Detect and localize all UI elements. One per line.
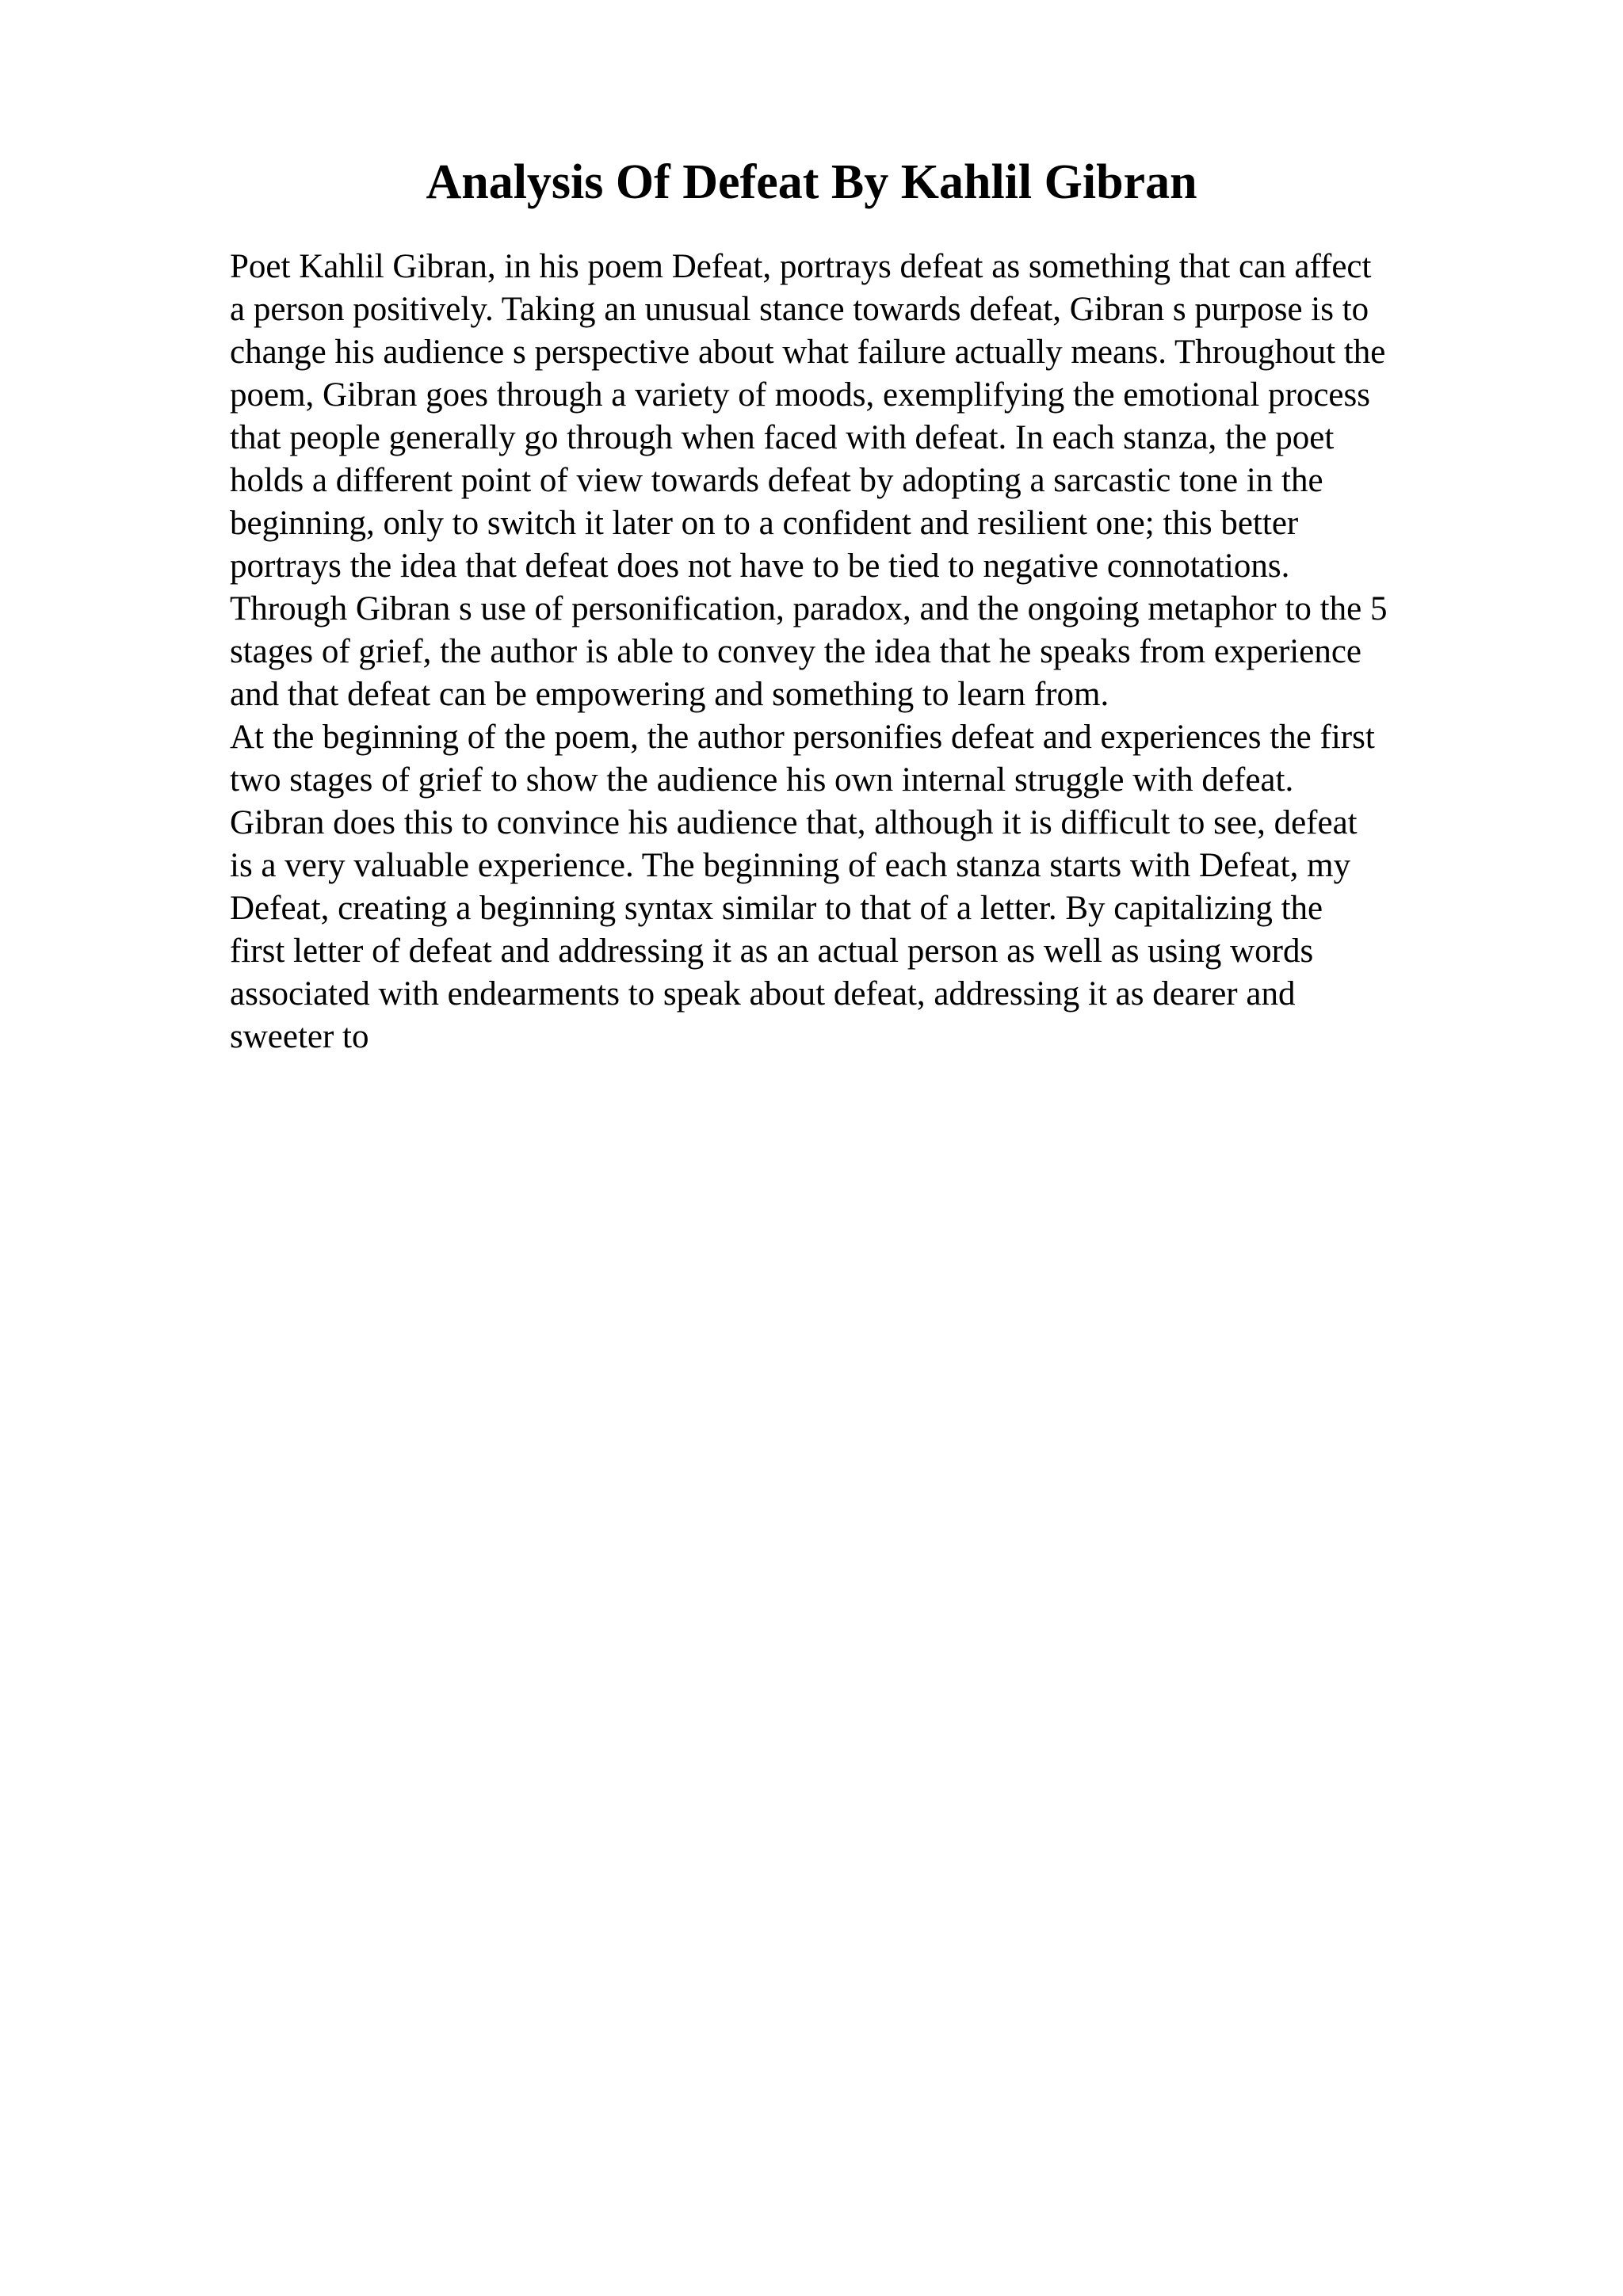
body-line: poem, Gibran goes through a variety of moods, exemplifying the emotional process	[230, 376, 1370, 414]
body-line: Gibran does this to convince his audience that, although it is difficult to see, defeat	[230, 804, 1358, 841]
body-line: beginning, only to switch it later on to a confident and resilient one; this better	[230, 505, 1299, 542]
body-line: first letter of defeat and addressing it as an actual person as well as using words	[230, 933, 1314, 970]
body-line: and that defeat can be empowering and something to learn from.	[230, 676, 1109, 713]
body-line: Defeat, creating a beginning syntax similar to that of a letter. By capitalizing the	[230, 890, 1323, 927]
body-line: portrays the idea that defeat does not have to be tied to negative connotations.	[230, 547, 1290, 585]
body-line: sweeter to	[230, 1018, 369, 1055]
body-line: change his audience s perspective about what failure actually means. Throughout the	[230, 334, 1386, 371]
document-title: Analysis Of Defeat By Kahlil Gibran	[426, 155, 1197, 209]
body-line: stages of grief, the author is able to convey the idea that he speaks from experience	[230, 633, 1362, 670]
document-body	[230, 246, 1514, 1058]
body-line: is a very valuable experience. The beginning of each stanza starts with Defeat, my	[230, 847, 1351, 884]
body-line: Poet Kahlil Gibran, in his poem Defeat, portrays defeat as something that can affect	[230, 248, 1372, 285]
body-line: that people generally go through when faced with defeat. In each stanza, the poet	[230, 419, 1335, 456]
body-line: At the beginning of the poem, the author personifies defeat and experiences the first	[230, 719, 1375, 756]
body-line: Through Gibran s use of personification, paradox, and the ongoing metaphor to the 5	[230, 590, 1388, 627]
body-line: a person positively. Taking an unusual stance towards defeat, Gibran s purpose is to	[230, 291, 1369, 328]
body-line: associated with endearments to speak about defeat, addressing it as dearer and	[230, 975, 1296, 1013]
body-line: holds a different point of view towards defeat by adopting a sarcastic tone in the	[230, 462, 1323, 499]
body-line: two stages of grief to show the audience his own internal struggle with defeat.	[230, 761, 1294, 799]
